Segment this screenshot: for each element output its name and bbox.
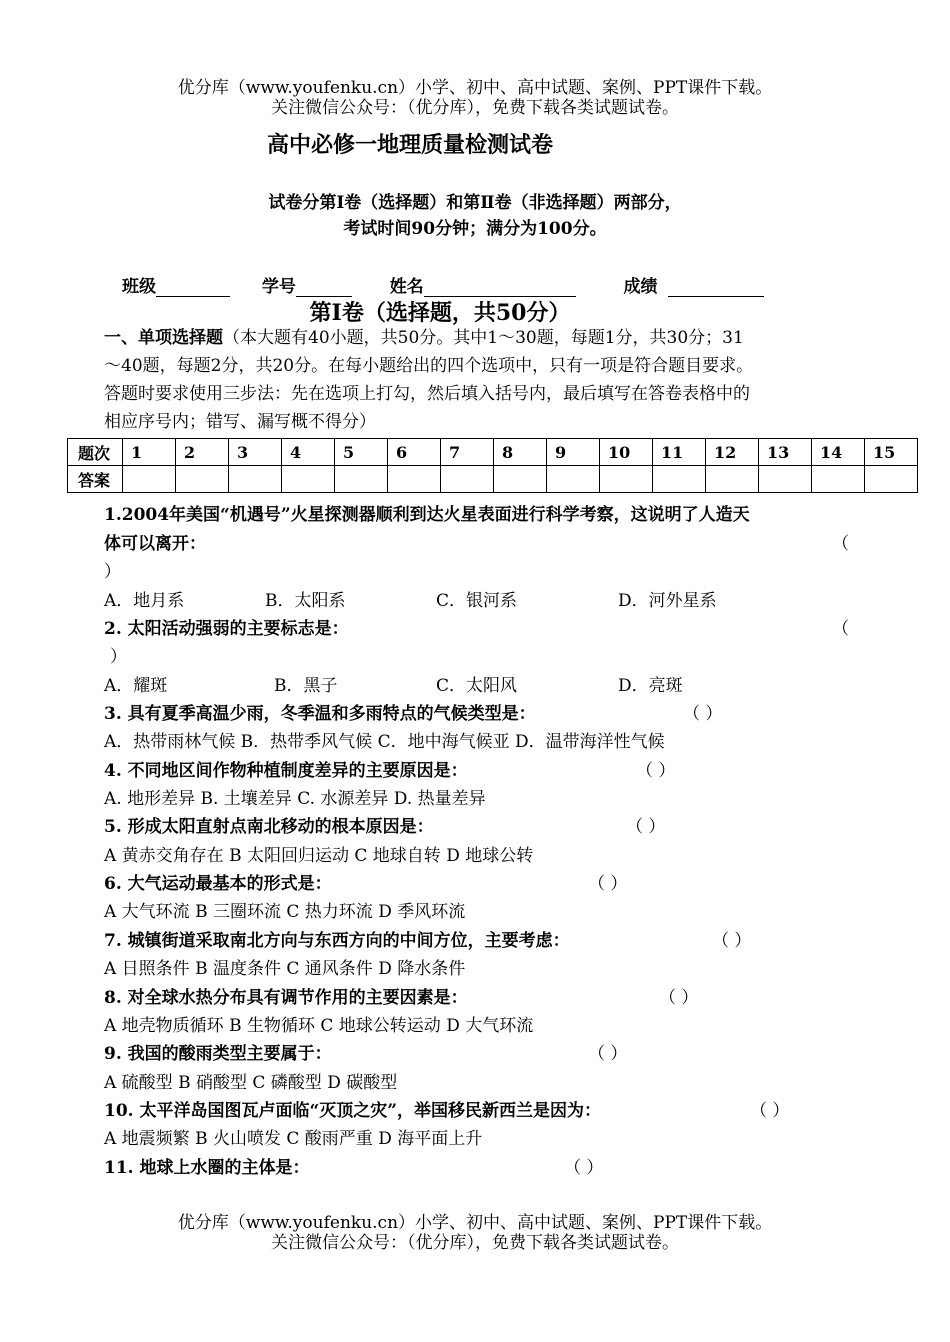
answer-cell[interactable] [759, 466, 812, 493]
question-number: 11 [653, 439, 706, 466]
question-9-options[interactable]: A 硫酸型 B 硝酸型 C 磷酸型 D 碳酸型 [104, 1073, 398, 1093]
question-7-options[interactable]: A 日照条件 B 温度条件 C 通风条件 D 降水条件 [104, 959, 466, 979]
question-number: 5 [335, 439, 388, 466]
question-1-option-a[interactable]: A．地月系 [104, 591, 185, 611]
score-label: 成绩 [623, 277, 658, 297]
answer-cell[interactable] [335, 466, 388, 493]
question-2-option-b[interactable]: B．黑子 [274, 676, 338, 696]
question-3-paren[interactable]: （ ） [683, 704, 723, 724]
class-label: 班级 [122, 277, 156, 297]
question-11-paren[interactable]: （ ） [564, 1158, 604, 1178]
question-9-paren[interactable]: （ ） [588, 1044, 628, 1064]
student-info [122, 272, 764, 297]
row-label-question: 题次 [68, 439, 123, 466]
question-8-options[interactable]: A 地壳物质循环 B 生物循环 C 地球公转运动 D 大气环流 [104, 1016, 534, 1036]
class-blank[interactable] [156, 278, 230, 297]
question-5-options[interactable]: A 黄赤交角存在 B 太阳回归运动 C 地球自转 D 地球公转 [104, 846, 534, 866]
question-1-stem: 1.2004年美国“机遇号”火星探测器顺利到达火星表面进行科学考察，这说明了人造天 [104, 505, 750, 525]
question-number: 10 [600, 439, 653, 466]
question-number: 4 [282, 439, 335, 466]
question-8-paren[interactable]: （ ） [659, 988, 699, 1008]
question-11-stem: 11. 地球上水圈的主体是： [104, 1158, 310, 1178]
question-number: 6 [388, 439, 441, 466]
id-blank[interactable] [296, 278, 352, 297]
question-number: 13 [759, 439, 812, 466]
question-10-options[interactable]: A 地震频繁 B 火山喷发 C 酸雨严重 D 海平面上升 [104, 1129, 483, 1149]
question-4-paren[interactable]: （ ） [636, 761, 676, 781]
question-number: 3 [229, 439, 282, 466]
section-title: 第Ⅰ卷（选择题，共50分） [309, 300, 571, 326]
answer-cell[interactable] [706, 466, 759, 493]
instructions-line-4: 相应序号内；错写、漏写概不得分） [104, 412, 376, 432]
question-number: 9 [547, 439, 600, 466]
subtitle-line-2: 考试时间90分钟；满分为100分。 [343, 219, 607, 239]
answer-cell[interactable] [123, 466, 176, 493]
question-2-option-a[interactable]: A．耀斑 [104, 676, 168, 696]
question-number: 1 [123, 439, 176, 466]
footer-line-2: 关注微信公众号：（优分库），免费下载各类试题试卷。 [271, 1233, 679, 1253]
header-line-2: 关注微信公众号：（优分库），免费下载各类试题试卷。 [271, 98, 679, 118]
answer-cell[interactable] [176, 466, 229, 493]
answer-cell[interactable] [812, 466, 865, 493]
question-number: 14 [812, 439, 865, 466]
question-1-paren-open: （ [832, 534, 849, 554]
table-row [68, 466, 918, 493]
answer-cell[interactable] [547, 466, 600, 493]
question-3-options[interactable]: A．热带雨林气候 B．热带季风气候 C．地中海气候亚 D．温带海洋性气候 [104, 732, 665, 752]
name-blank[interactable] [424, 278, 576, 297]
question-number: 2 [176, 439, 229, 466]
question-5-paren[interactable]: （ ） [626, 817, 666, 837]
question-6-stem: 6. 大气运动最基本的形式是： [104, 874, 332, 894]
question-2-option-c[interactable]: C．太阳风 [436, 676, 518, 696]
question-number: 7 [441, 439, 494, 466]
score-blank[interactable] [668, 278, 764, 297]
instructions-line-1 [104, 324, 744, 352]
question-2-stem: 2. 太阳活动强弱的主要标志是： [104, 619, 349, 639]
answer-cell[interactable] [600, 466, 653, 493]
answer-cell[interactable] [282, 466, 335, 493]
instructions-line-2: ～40题，每题2分，共20分。在每小题给出的四个选项中，只有一项是符合题目要求。 [104, 356, 754, 376]
question-3-stem: 3. 具有夏季高温少雨，冬季温和多雨特点的气候类型是： [104, 704, 536, 724]
footer-line-1: 优分库（www.youfenku.cn）小学、初中、高中试题、案例、PPT课件下载。 [177, 1213, 773, 1233]
row-label-answer: 答案 [68, 466, 123, 493]
answer-cell[interactable] [441, 466, 494, 493]
answer-cell[interactable] [388, 466, 441, 493]
id-label: 学号 [261, 277, 296, 297]
question-2-paren-open: （ [832, 619, 849, 639]
instructions-line-3: 答题时要求使用三步法：先在选项上打勾，然后填入括号内，最后填写在答卷表格中的 [104, 384, 750, 404]
question-8-stem: 8. 对全球水热分布具有调节作用的主要因素是： [104, 988, 468, 1008]
question-1-option-c[interactable]: C．银河系 [436, 591, 518, 611]
question-10-paren[interactable]: （ ） [750, 1101, 790, 1121]
question-4-stem: 4. 不同地区间作物种植制度差异的主要原因是： [104, 761, 468, 781]
instructions-line-1-rest: （本大题有40小题，共50分。其中1～30题，每题1分，共30分；31 [223, 328, 744, 348]
question-9-stem: 9. 我国的酸雨类型主要属于： [104, 1044, 332, 1064]
question-2-option-d[interactable]: D．亮斑 [618, 676, 683, 696]
question-number: 8 [494, 439, 547, 466]
answer-cell[interactable] [865, 466, 918, 493]
question-1-option-b[interactable]: B．太阳系 [265, 591, 346, 611]
table-row [68, 439, 918, 466]
question-number: 12 [706, 439, 759, 466]
question-1-option-d[interactable]: D．河外星系 [618, 591, 717, 611]
header-line-1: 优分库（www.youfenku.cn）小学、初中、高中试题、案例、PPT课件下载。 [177, 78, 773, 98]
answer-cell[interactable] [494, 466, 547, 493]
answer-cell[interactable] [653, 466, 706, 493]
instructions-heading: 一、单项选择题 [104, 328, 223, 348]
question-5-stem: 5. 形成太阳直射点南北移动的根本原因是： [104, 817, 434, 837]
question-2-paren-close: ） [110, 647, 127, 667]
answer-cell[interactable] [229, 466, 282, 493]
question-7-paren[interactable]: （ ） [712, 931, 752, 951]
question-4-options[interactable]: A. 地形差异 B. 土壤差异 C. 水源差异 D. 热量差异 [104, 789, 486, 809]
question-7-stem: 7. 城镇街道采取南北方向与东西方向的中间方位，主要考虑： [104, 931, 570, 951]
subtitle-line-1: 试卷分第Ⅰ卷（选择题）和第Ⅱ卷（非选择题）两部分， [268, 193, 682, 213]
question-6-paren[interactable]: （ ） [588, 874, 628, 894]
page-title: 高中必修一地理质量检测试卷 [266, 132, 553, 158]
question-10-stem: 10. 太平洋岛国图瓦卢面临“灭顶之灾”，举国移民新西兰是因为： [104, 1101, 602, 1121]
answer-table [67, 438, 918, 493]
question-number: 15 [865, 439, 918, 466]
question-1-stem-2: 体可以离开： [104, 534, 206, 554]
question-6-options[interactable]: A 大气环流 B 三圈环流 C 热力环流 D 季风环流 [104, 902, 466, 922]
name-label: 姓名 [389, 277, 424, 297]
question-1-paren-close: ） [104, 562, 121, 582]
